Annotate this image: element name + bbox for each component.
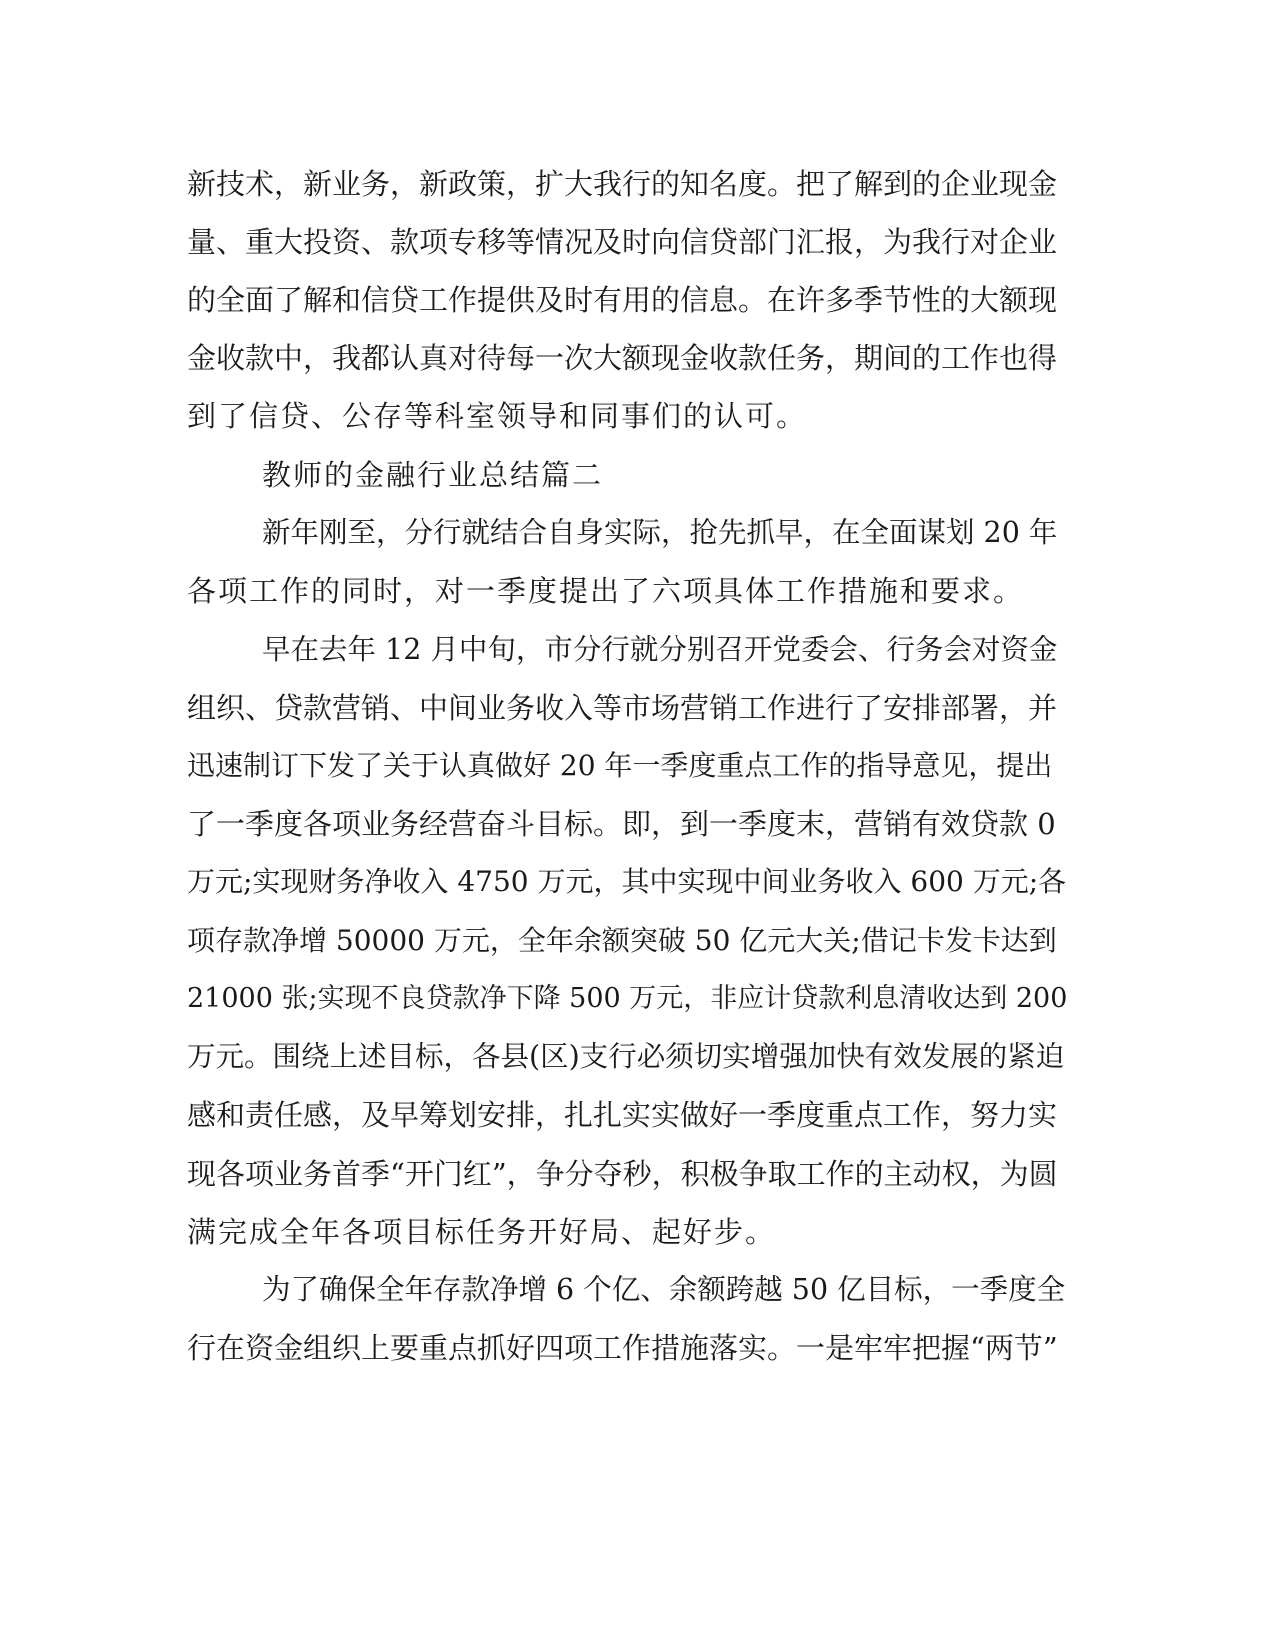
- text-line: 万元。围绕上述目标，各县(区)支行必须切实增强加快有效发展的紧迫: [187, 1040, 1065, 1073]
- text-line: 项存款净增 50000 万元，全年余额突破 50 亿元大关;借记卡发卡达到: [187, 924, 1057, 957]
- text-line: 组织、贷款营销、中间业务收入等市场营销工作进行了安排部署，并: [187, 691, 1058, 725]
- text-line: 21000 张;实现不良贷款净下降 500 万元，非应计贷款利息清收达到 200: [187, 983, 1068, 1014]
- text-line: 的全面了解和信贷工作提供及时有用的信息。在许多季节性的大额现: [187, 283, 1058, 317]
- text-line: 行在资金组织上要重点抓好四项工作措施落实。一是牢牢把握“两节”: [187, 1331, 1058, 1365]
- text-line: 万元;实现财务净收入 4750 万元，其中实现中间业务收入 600 万元;各: [187, 865, 1067, 898]
- text-line: 各项工作的同时，对一季度提出了六项具体工作措施和要求。: [187, 574, 1025, 608]
- text-line: 为了确保全年存款净增 6 个亿、余额跨越 50 亿目标，一季度全: [262, 1273, 1066, 1306]
- text-line: 现各项业务首季“开门红”，争分夺秒，积极争取工作的主动权，为圆: [187, 1157, 1058, 1191]
- text-line: 金收款中，我都认真对待每一次大额现金收款任务，期间的工作也得: [187, 341, 1058, 375]
- text-line: 迅速制订下发了关于认真做好 20 年一季度重点工作的指导意见，提出: [187, 749, 1053, 782]
- text-line: 感和责任感，及早筹划安排，扎扎实实做好一季度重点工作，努力实: [187, 1098, 1058, 1132]
- text-line: 了一季度各项业务经营奋斗目标。即，到一季度末，营销有效贷款 0: [187, 807, 1056, 841]
- text-line: 早在去年 12 月中旬，市分行就分别召开党委会、行务会对资金: [262, 633, 1058, 666]
- text-line: 满完成全年各项目标任务开好局、起好步。: [187, 1215, 777, 1249]
- text-line: 新年刚至，分行就结合自身实际，抢先抓早，在全面谋划 20 年: [262, 516, 1058, 549]
- section-heading: 教师的金融行业总结篇二: [262, 458, 604, 492]
- text-line: 新技术，新业务，新政策，扩大我行的知名度。把了解到的企业现金: [187, 167, 1058, 201]
- text-line: 量、重大投资、款项专移等情况及时向信贷部门汇报，为我行对企业: [187, 225, 1058, 259]
- text-line: 到了信贷、公存等科室领导和同事们的认可。: [187, 399, 808, 433]
